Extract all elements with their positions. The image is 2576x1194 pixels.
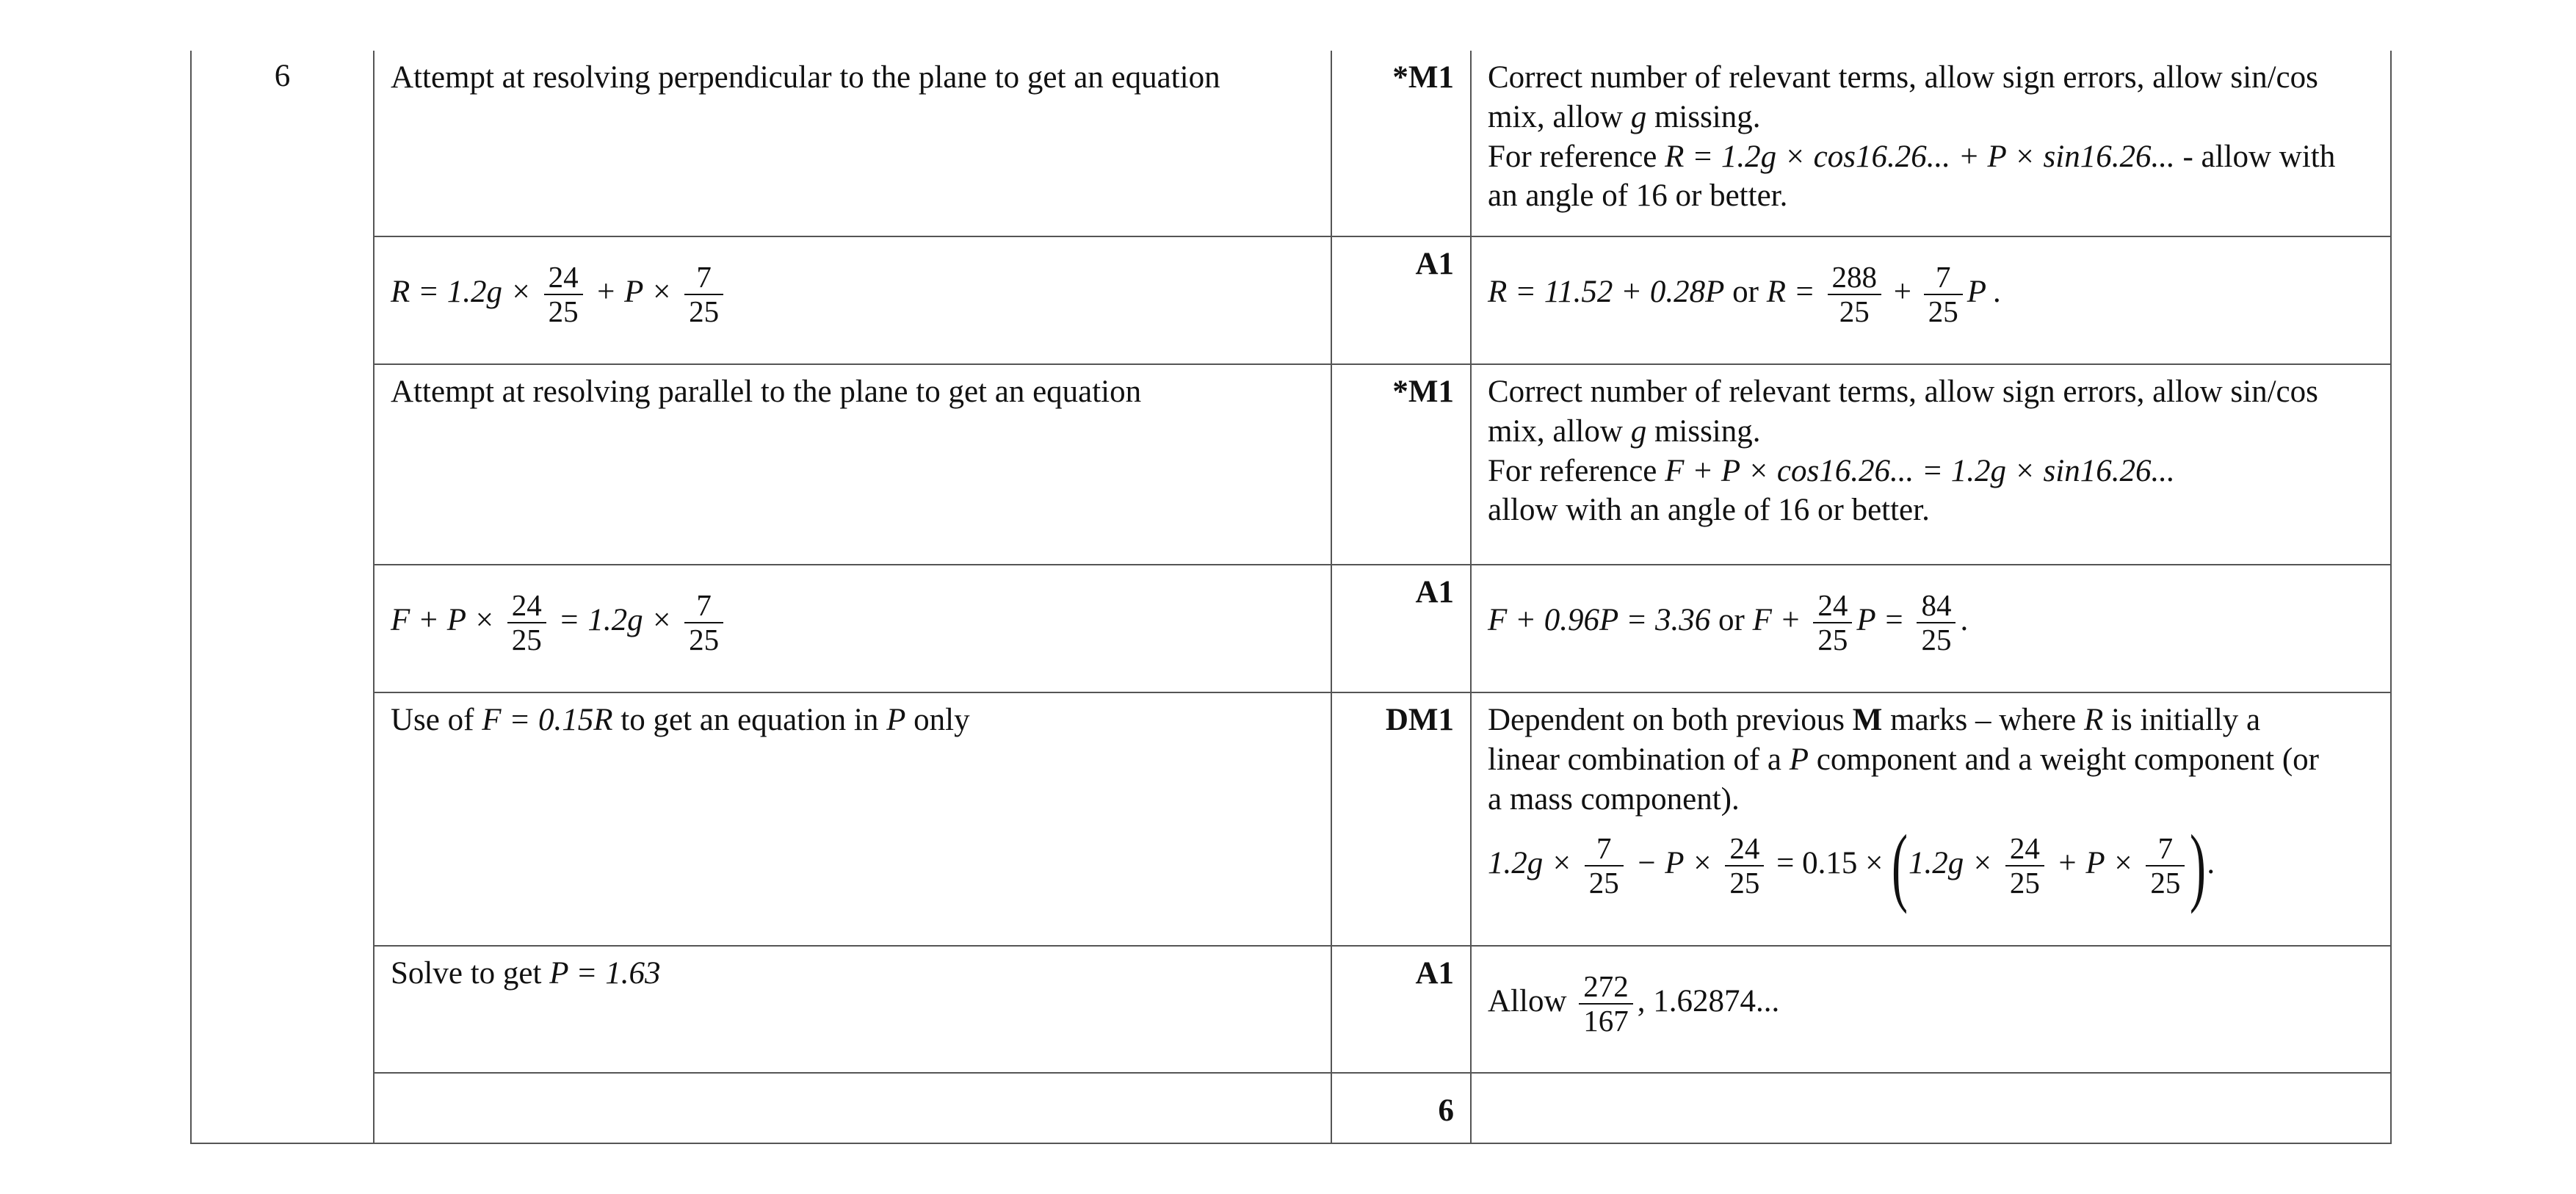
mark-code: *M1 — [1392, 60, 1454, 95]
table-row — [191, 364, 2391, 565]
fraction-numerator: 84 — [1917, 589, 1955, 623]
mark-scheme-table — [190, 51, 2392, 1144]
guidance-text: or — [1710, 602, 1753, 637]
guidance-text: mix, allow — [1488, 99, 1631, 134]
guidance-line — [1488, 98, 2376, 137]
fraction-denominator: 25 — [1729, 866, 1760, 900]
fraction — [684, 261, 723, 328]
answer-text: to get an equation in — [612, 703, 887, 737]
math-text: F = 0.15R — [482, 703, 613, 737]
guidance-math: F + P × cos16.26... = 1.2g × sin16.26... — [1665, 453, 2175, 488]
fraction-denominator: 25 — [1839, 294, 1870, 329]
guidance-equation — [1488, 954, 1779, 1038]
math-text: . — [2207, 846, 2215, 881]
fraction — [1917, 589, 1955, 656]
guidance-text: is initially a — [2103, 703, 2261, 737]
table-row — [191, 236, 2391, 364]
table-row — [191, 565, 2391, 692]
mark-code: A1 — [1415, 575, 1454, 609]
guidance-cell — [1471, 565, 2391, 692]
guidance-text: For reference — [1488, 139, 1665, 174]
math-text: F + 0.96P = 3.36 — [1488, 602, 1711, 637]
guidance-text: Allow — [1488, 983, 1575, 1018]
guidance-variable: R — [2084, 703, 2104, 737]
guidance-line — [1488, 452, 2376, 491]
fraction — [1828, 261, 1882, 328]
guidance-text: linear combination of a — [1488, 742, 1790, 777]
math-text: P = — [1856, 602, 1913, 637]
guidance-text: missing. — [1646, 413, 1761, 449]
guidance-line: an angle of 16 or better. — [1488, 178, 1788, 214]
math-text: 1.2g × — [1909, 846, 2001, 881]
math-text: P — [886, 703, 906, 737]
fraction — [2146, 832, 2185, 900]
guidance-line — [1488, 137, 2376, 177]
fraction — [1813, 589, 1852, 656]
answer-cell — [374, 565, 1331, 692]
fraction — [1579, 970, 1633, 1038]
answer-cell — [374, 1073, 1331, 1143]
fraction-denominator: 25 — [1817, 623, 1848, 657]
guidance-variable: P — [1789, 742, 1809, 777]
math-text: P = 1.63 — [549, 956, 661, 991]
left-parenthesis: ( — [1892, 817, 1909, 915]
guidance-line: a mass component). — [1488, 781, 1740, 817]
guidance-line — [1488, 740, 2376, 780]
fraction-denominator: 25 — [1921, 623, 1952, 657]
guidance-line: Correct number of relevant terms, allow sign errors, allow sin/cos — [1488, 375, 2318, 409]
guidance-cell — [1471, 364, 2391, 565]
mark-code: A1 — [1415, 247, 1454, 281]
mark-cell — [1331, 946, 1471, 1073]
answer-equation — [391, 573, 728, 656]
total-row — [191, 1073, 2391, 1143]
math-text: + P × — [587, 274, 681, 309]
answer-text: Solve to get — [391, 956, 550, 991]
fraction-denominator: 25 — [2150, 866, 2181, 900]
fraction — [1585, 832, 1624, 900]
table-row — [191, 51, 2391, 236]
guidance-text: , 1.62874... — [1637, 983, 1780, 1018]
mark-cell — [1331, 51, 1471, 236]
guidance-variable: g — [1630, 99, 1647, 134]
guidance-text: mix, allow — [1488, 413, 1631, 449]
math-text: F + — [1752, 602, 1809, 637]
math-text: . — [1960, 602, 1969, 637]
mark-cell — [1331, 692, 1471, 946]
fraction-numerator: 24 — [507, 589, 546, 623]
answer-text: Attempt at resolving perpendicular to the plane to get an equation — [391, 60, 1220, 95]
guidance-text: or — [1724, 274, 1767, 309]
guidance-cell — [1471, 946, 2391, 1073]
answer-cell — [374, 692, 1331, 946]
guidance-text: marks – where — [1882, 703, 2085, 737]
fraction-denominator: 25 — [689, 623, 720, 657]
fraction — [1725, 832, 1764, 900]
table-row — [191, 692, 2391, 946]
mark-cell — [1331, 565, 1471, 692]
fraction-numerator: 24 — [1725, 832, 1764, 866]
fraction-numerator: 24 — [544, 261, 583, 295]
guidance-text: For reference — [1488, 453, 1665, 488]
fraction-numerator: 24 — [1813, 589, 1852, 623]
math-text: = 1.2g × — [550, 602, 681, 637]
fraction-denominator: 167 — [1583, 1004, 1629, 1038]
mark-code: *M1 — [1392, 375, 1454, 409]
math-text: R = 1.2g × — [391, 274, 540, 309]
table-row — [191, 946, 2391, 1073]
fraction-numerator: 7 — [2146, 832, 2185, 866]
guidance-text: missing. — [1646, 99, 1761, 134]
mark-code: DM1 — [1385, 703, 1454, 737]
answer-text: Use of — [391, 703, 482, 737]
guidance-line — [1488, 412, 2376, 452]
guidance-cell — [1471, 236, 2391, 364]
fraction-denominator: 25 — [1588, 866, 1619, 900]
fraction-numerator: 7 — [1924, 261, 1963, 295]
mark-cell — [1331, 1073, 1471, 1143]
right-parenthesis: ) — [2190, 817, 2207, 915]
fraction — [2005, 832, 2044, 900]
fraction — [684, 589, 723, 656]
answer-cell — [374, 51, 1331, 236]
fraction-numerator: 7 — [684, 261, 723, 295]
math-text: 1.2g × — [1488, 846, 1580, 881]
guidance-math: R = 1.2g × cos16.26... + P × sin16.26... — [1665, 139, 2175, 174]
guidance-text: - allow with — [2174, 139, 2336, 174]
guidance-text: Dependent on both previous — [1488, 703, 1853, 737]
fraction-numerator: 24 — [2005, 832, 2044, 866]
answer-cell — [374, 946, 1331, 1073]
fraction — [544, 261, 583, 328]
guidance-text: component and a weight component (or — [1809, 742, 2320, 777]
guidance-equation — [1488, 245, 2002, 328]
math-text: = 0.15 × — [1768, 846, 1892, 881]
math-text: + P × — [2048, 846, 2142, 881]
answer-text: only — [905, 703, 970, 737]
fraction-denominator: 25 — [548, 294, 579, 329]
answer-equation — [391, 245, 728, 328]
question-number-cell — [191, 51, 374, 1143]
guidance-cell — [1471, 1073, 2391, 1143]
guidance-line: allow with an angle of 16 or better. — [1488, 493, 1930, 528]
guidance-line: Correct number of relevant terms, allow sign errors, allow sin/cos — [1488, 60, 2318, 95]
fraction-denominator: 25 — [689, 294, 720, 329]
question-number: 6 — [274, 59, 291, 93]
fraction-numerator: 7 — [684, 589, 723, 623]
answer-cell — [374, 364, 1331, 565]
guidance-equation — [1488, 573, 1968, 656]
total-marks: 6 — [1438, 1093, 1454, 1128]
mark-cell — [1331, 236, 1471, 364]
guidance-cell — [1471, 692, 2391, 946]
guidance-cell — [1471, 51, 2391, 236]
fraction-denominator: 25 — [1928, 294, 1958, 329]
math-text: F + P × — [391, 602, 503, 637]
fraction-denominator: 25 — [511, 623, 542, 657]
guidance-line — [1488, 701, 2376, 740]
math-text: + — [1886, 274, 1920, 309]
fraction-denominator: 25 — [2009, 866, 2040, 900]
guidance-equation — [1488, 817, 2376, 915]
fraction — [507, 589, 546, 656]
fraction — [1924, 261, 1963, 328]
fraction-numerator: 7 — [1585, 832, 1624, 866]
math-text: P . — [1967, 274, 2002, 309]
answer-cell — [374, 236, 1331, 364]
math-text: R = 11.52 + 0.28P — [1488, 274, 1725, 309]
fraction-numerator: 288 — [1828, 261, 1882, 295]
guidance-bold-text: M — [1852, 703, 1883, 737]
guidance-variable: g — [1630, 413, 1647, 449]
answer-text: Attempt at resolving parallel to the plane to get an equation — [391, 375, 1142, 409]
mark-cell — [1331, 364, 1471, 565]
mark-code: A1 — [1415, 956, 1454, 991]
fraction-numerator: 272 — [1579, 970, 1633, 1005]
math-text: − P × — [1627, 846, 1721, 881]
math-text: R = — [1766, 274, 1823, 309]
